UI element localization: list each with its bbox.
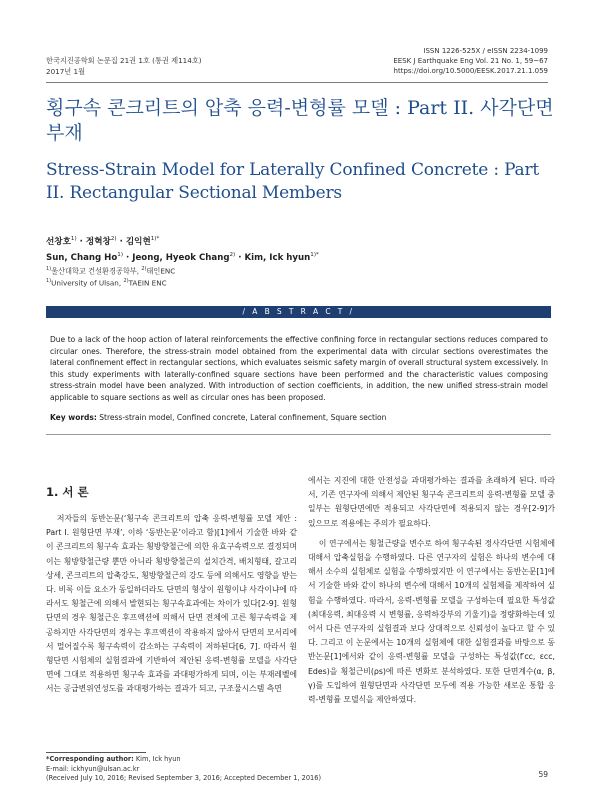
- corr-name: Kim, Ick hyun: [133, 755, 181, 763]
- author-separator: ·: [119, 236, 123, 247]
- author-name: Sun, Chang Ho: [46, 252, 118, 263]
- author-separator: ·: [238, 252, 242, 263]
- author-sup: 2): [229, 251, 236, 258]
- journal-name-ko: 한국지진공학회 논문집 21권 1호 (통권 제114호): [46, 56, 202, 65]
- page-number: 59: [538, 770, 548, 779]
- body-column-left: [46, 512, 297, 697]
- title-korean: 횡구속 콘크리트의 압축 응력-변형률 모델 : Part II. 사각단면 부재: [46, 97, 554, 144]
- journal-header-korean: [46, 56, 202, 77]
- author-separator: ·: [126, 252, 130, 263]
- body-column-right: [308, 474, 555, 707]
- author-separator: ·: [79, 236, 83, 247]
- author-name: Jeong, Hyeok Chang: [132, 252, 230, 263]
- affiliations: [46, 264, 175, 289]
- authors-korean: [46, 233, 319, 249]
- footnote: [46, 755, 321, 784]
- affil-text: TAEIN ENC: [128, 278, 167, 288]
- body-paragraph: 저자들의 동반논문(‘횡구속 콘크리트의 압축 응력-변형률 모델 제안 : Part I. 원형단면 부재’, 이하 ‘동반논문’이라고 함)[1]에서 기술한 바와 같이 콘크리트의 횡구속 효과는 횡방향철근에 의한 유효구속력으로 결정되며 이는 횡방향철근량 뿐만 아니라 횡방향철근의 설치간격, 배치형태, 갈고리 상세, 콘크리트의 압축강도, 횡방향철근의 강도 등에 의해서도 영향을 받는다. 비록 이들 요소가 동일하더라도 단면의 형상이 원형이냐 사각이냐에 따라서도 횡철근에 의해서 발현되는 횡구속효과에는 차이가 있다[2-9]. 원형단면의 경우 횡철근은 후프액션에 의해서 단면 전체에 고른 횡구속력을 제공하지만 사각단면의 경우는 후프액션이 작용하지 않아서 단면의 모서리에서 멀어질수록 횡구속력이 감소하는 구속력이 저하된다[6, 7]. 따라서 원형단면 시험체의 실험결과에 기반하여 제안된 응력-변형률 모델을 사각단면에 그대로 적용하면 횡구속 효과를 과대평가하게 되며, 이는 부재레벨에서는 공급변위연성도를 과대평가하는 결과가 되고, 구조물시스템 측면: [46, 514, 297, 694]
- body-paragraph: 에서는 지진에 대한 안전성을 과대평가하는 결과를 초래하게 된다. 따라서, 기존 연구자에 의해서 제안된 횡구속 콘크리트의 응력-변형률 모델 중 일부는 원형단면에만 적용되고 사각단면에 적용되지 않는 경우[2-9]가 있으므로 적용에는 주의가 필요하다.: [308, 476, 555, 528]
- keywords-text: Stress-strain model, Confined concrete, Lateral confinement, Square section: [99, 413, 387, 422]
- abstract-heading-bar: [46, 306, 551, 318]
- affiliations-korean: [46, 264, 175, 276]
- corresponding-author: [46, 755, 321, 765]
- header-divider: [46, 82, 548, 83]
- abstract-heading: / A B S T R A C T /: [242, 307, 355, 316]
- keywords: [50, 412, 548, 423]
- authors-english: [46, 249, 319, 265]
- affil-sup: 1): [46, 278, 52, 285]
- affil-text: 태인ENC: [146, 266, 176, 276]
- body-paragraph: 이 연구에서는 횡철근량을 변수로 하여 횡구속된 정사각단면 시험체에 대해서 압축실험을 수행하였다. 다른 연구자의 실험은 하나의 변수에 대해서 소수의 실험체로 실험을 수행하였지만 이 연구에서는 동반논문[1]에서 기술한 바와 같이 하나의 변수에 대해서 10개의 실험체를 제작하여 실험을 수행하였다. 따라서, 응력-변형률 모델을 구성하는데 필요한 특성값(최대응력, 최대응력 시 변형률, 응력하강부의 기울기)을 정량화하는데 있어서 다른 연구자의 실험결과 보다 상대적으로 신뢰성이 높다고 할 수 있다. 그리고 이 논문에서는 10개의 실험체에 대한 실험결과를 바탕으로 동반논문[1]에서와 같이 응력-변형률 모델을 구성하는 특성값(f′cc, εcc, Edes)을 횡철근비(ρs)에 따른 변화로 분석하였다. 또한 단면계수(α, β, γ)를 도입하여 원형단면과 사각단면 모두에 적용 가능한 새로운 통합 응력-변형률 모델식을 제안하였다.: [308, 538, 555, 705]
- affil-text: University of Ulsan,: [51, 278, 124, 288]
- section-heading-introduction: 1. 서 론: [46, 485, 89, 499]
- author-sup: 2): [110, 236, 117, 242]
- abstract-text: Due to a lack of the hoop action of lateral reinforcements the effective confining force in rectangular sections reduces compared to circular ones. Therefore, the stress-strain model obtained from the experimental data with circular sections overestimates the lateral confinement effect in rectangular sections, which evaluates seismic safety margin of overall structural system excessively. In this study experiments with laterally-confined square sections have been performed and the characteristic values composing stress-strain model have been analyzed. With introduction of section coefficients, in addition, the new unified stress-strain model applicable to square sections as well as circular ones has been proposed.: [50, 335, 548, 402]
- corr-email[interactable]: E-mail: ickhyun@ulsan.ac.kr: [46, 764, 140, 773]
- received-dates: (Received July 10, 2016; Revised September 3, 2016; Accepted December 1, 2016): [46, 774, 322, 783]
- author-sup: 1)*: [310, 251, 319, 258]
- affil-sup: 1): [46, 266, 52, 272]
- issue-date-ko: 2017년 1월: [46, 66, 86, 76]
- journal-name-en: EESK J Earthquake Eng Vol. 21 No. 1, 59~67: [393, 57, 548, 66]
- keywords-label: Key words:: [50, 413, 97, 422]
- affiliations-english: [46, 276, 175, 288]
- author-list: [46, 233, 319, 265]
- author-name: Kim, Ick hyun: [244, 252, 311, 263]
- author-name: 선창호: [46, 236, 71, 247]
- affil-sup: 2): [141, 266, 147, 272]
- author-sup: 1): [117, 251, 124, 258]
- footnote-divider: [46, 752, 146, 753]
- issn: ISSN 1226-525X / eISSN 2234-1099: [423, 47, 548, 55]
- affil-sup: 2): [123, 278, 129, 285]
- title-english: Stress-Strain Model for Laterally Confined Concrete : Part II. Rectangular Sectional Members: [46, 160, 540, 203]
- doi-link[interactable]: https://doi.org/10.5000/EESK.2017.21.1.059: [393, 67, 548, 76]
- author-name: 김익현: [125, 236, 151, 247]
- abstract-divider: [46, 434, 551, 435]
- author-name: 정혁창: [85, 236, 111, 247]
- journal-header-english: [393, 46, 548, 77]
- corr-label: *Corresponding author:: [46, 755, 134, 763]
- author-sup: 1): [70, 236, 77, 242]
- affil-text: 울산대학교 건설환경공학부,: [51, 266, 142, 276]
- author-sup: 1)*: [150, 236, 160, 242]
